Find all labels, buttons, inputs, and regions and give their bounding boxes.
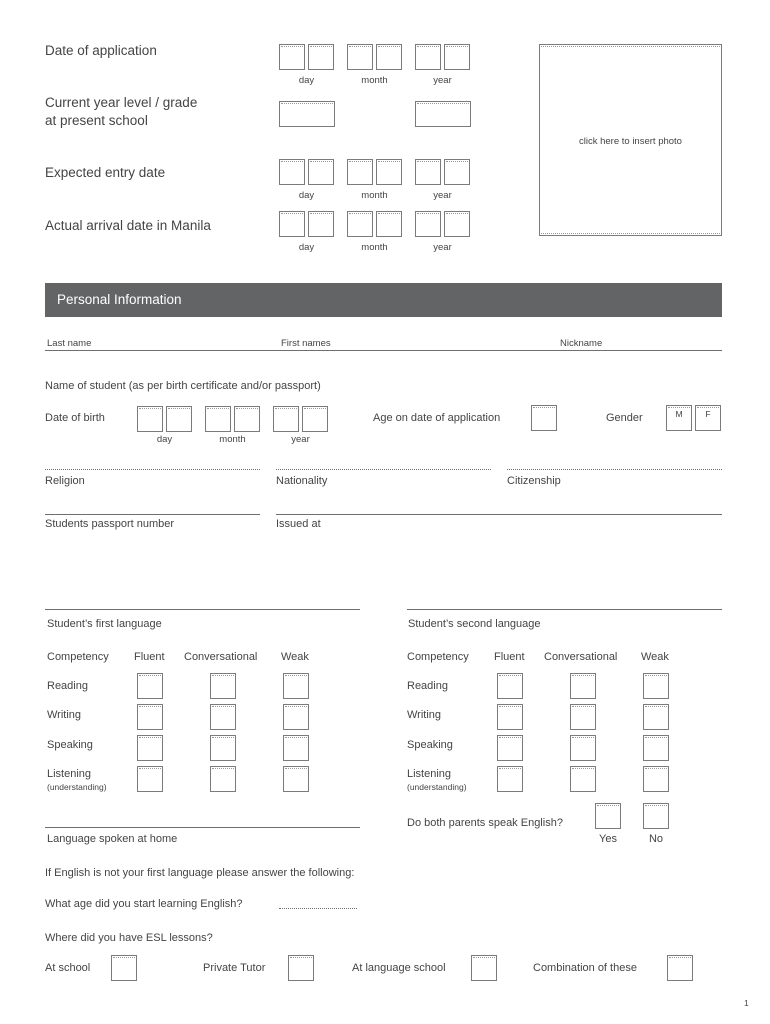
- first-listening-fluent-checkbox[interactable]: [137, 766, 163, 792]
- listening-label: Listening: [47, 768, 92, 780]
- listening-label: Listening: [407, 768, 452, 780]
- age-started-input-line[interactable]: [279, 908, 357, 909]
- photo-upload-box[interactable]: [539, 44, 722, 236]
- page-number: 1: [744, 998, 749, 1008]
- year-caption: year: [433, 190, 452, 201]
- passport-number-label: Students passport number: [45, 518, 175, 530]
- first-writing-fluent-checkbox[interactable]: [137, 704, 163, 730]
- day-caption: day: [298, 190, 315, 201]
- second-language-label: Student’s second language: [408, 618, 541, 630]
- current-year-level-field[interactable]: [279, 101, 335, 127]
- language-spoken-at-home-label: Language spoken at home: [47, 833, 178, 845]
- citizenship-label: Citizenship: [507, 475, 561, 487]
- second-listening-fluent-checkbox[interactable]: [497, 766, 523, 792]
- parents-speak-english-label: Do both parents speak English?: [407, 817, 563, 829]
- fluent-header: Fluent: [134, 651, 165, 663]
- second-reading-conversational-checkbox[interactable]: [570, 673, 596, 699]
- nickname-label: Nickname: [560, 338, 603, 349]
- no-label: No: [648, 833, 664, 845]
- listening-note: (understanding): [407, 782, 467, 792]
- expected-entry-date-label: Expected entry date: [45, 165, 166, 180]
- listening-note: (understanding): [47, 782, 107, 792]
- personal-information-header: [45, 283, 722, 317]
- passport-input-line[interactable]: [45, 514, 260, 515]
- combination-checkbox[interactable]: [667, 955, 693, 981]
- writing-label: Writing: [47, 709, 82, 721]
- age-started-english-label: What age did you start learning English?: [45, 898, 243, 910]
- combination-label: Combination of these: [533, 962, 637, 974]
- first-names-label: First names: [281, 338, 331, 349]
- actual-arrival-date-label: Actual arrival date in Manila: [45, 218, 211, 233]
- second-writing-conversational-checkbox[interactable]: [570, 704, 596, 730]
- first-writing-weak-checkbox[interactable]: [283, 704, 309, 730]
- year-caption: year: [291, 434, 310, 445]
- last-name-label: Last name: [47, 338, 92, 349]
- day-caption: day: [298, 75, 315, 86]
- second-language-input-line[interactable]: [407, 609, 722, 610]
- reading-label: Reading: [47, 680, 88, 692]
- at-school-checkbox[interactable]: [111, 955, 137, 981]
- yes-label: Yes: [599, 833, 617, 845]
- weak-header: Weak: [641, 651, 669, 663]
- second-writing-fluent-checkbox[interactable]: [497, 704, 523, 730]
- competency-header: Competency: [407, 651, 469, 663]
- second-speaking-conversational-checkbox[interactable]: [570, 735, 596, 761]
- name-input-line[interactable]: [45, 350, 722, 351]
- second-listening-conversational-checkbox[interactable]: [570, 766, 596, 792]
- current-year-level-label-2: at present school: [45, 113, 148, 128]
- second-writing-weak-checkbox[interactable]: [643, 704, 669, 730]
- english-not-first-label: If English is not your first language please answer the following:: [45, 867, 355, 879]
- year-caption: year: [433, 75, 452, 86]
- first-language-label: Student’s first language: [47, 618, 162, 630]
- gender-m-checkbox[interactable]: M: [666, 405, 692, 431]
- first-speaking-fluent-checkbox[interactable]: [137, 735, 163, 761]
- conversational-header: Conversational: [544, 651, 618, 663]
- section-title: Personal Information: [57, 292, 182, 307]
- second-speaking-weak-checkbox[interactable]: [643, 735, 669, 761]
- first-listening-conversational-checkbox[interactable]: [210, 766, 236, 792]
- day-caption: day: [298, 242, 315, 253]
- second-speaking-fluent-checkbox[interactable]: [497, 735, 523, 761]
- fluent-header: Fluent: [494, 651, 525, 663]
- competency-header: Competency: [47, 651, 109, 663]
- private-tutor-checkbox[interactable]: [288, 955, 314, 981]
- first-writing-conversational-checkbox[interactable]: [210, 704, 236, 730]
- first-reading-fluent-checkbox[interactable]: [137, 673, 163, 699]
- first-speaking-conversational-checkbox[interactable]: [210, 735, 236, 761]
- first-listening-weak-checkbox[interactable]: [283, 766, 309, 792]
- religion-label: Religion: [45, 475, 85, 487]
- at-school-label: At school: [45, 962, 91, 974]
- month-caption: month: [361, 190, 388, 201]
- month-caption: month: [361, 242, 388, 253]
- first-reading-weak-checkbox[interactable]: [283, 673, 309, 699]
- issued-at-label: Issued at: [276, 518, 321, 530]
- speaking-label: Speaking: [47, 739, 93, 751]
- first-language-input-line[interactable]: [45, 609, 360, 610]
- second-listening-weak-checkbox[interactable]: [643, 766, 669, 792]
- nationality-input-line[interactable]: [276, 469, 491, 470]
- age-field[interactable]: [531, 405, 557, 431]
- second-reading-fluent-checkbox[interactable]: [497, 673, 523, 699]
- day-caption: day: [156, 434, 173, 445]
- date-of-birth-label: Date of birth: [45, 412, 105, 424]
- citizenship-input-line[interactable]: [507, 469, 722, 470]
- current-grade-field[interactable]: [415, 101, 471, 127]
- writing-label: Writing: [407, 709, 442, 721]
- issued-at-input-line[interactable]: [276, 514, 722, 515]
- parents-english-no-checkbox[interactable]: [643, 803, 669, 829]
- private-tutor-label: Private Tutor: [203, 962, 266, 974]
- year-caption: year: [433, 242, 452, 253]
- conversational-header: Conversational: [184, 651, 258, 663]
- weak-header: Weak: [281, 651, 309, 663]
- at-language-school-label: At language school: [352, 962, 446, 974]
- age-on-application-label: Age on date of application: [373, 412, 501, 424]
- nationality-label: Nationality: [276, 475, 328, 487]
- home-language-input-line[interactable]: [45, 827, 360, 828]
- at-language-school-checkbox[interactable]: [471, 955, 497, 981]
- religion-input-line[interactable]: [45, 469, 260, 470]
- parents-english-yes-checkbox[interactable]: [595, 803, 621, 829]
- gender-f-checkbox[interactable]: F: [695, 405, 721, 431]
- speaking-label: Speaking: [407, 739, 453, 751]
- photo-upload-label: click here to insert photo: [579, 136, 682, 147]
- date-of-application-label: Date of application: [45, 43, 157, 58]
- current-year-level-label: Current year level / grade: [45, 95, 198, 110]
- gender-label: Gender: [606, 412, 643, 424]
- month-caption: month: [361, 75, 388, 86]
- name-of-student-label: Name of student (as per birth certificate and/or passport): [45, 380, 321, 392]
- first-speaking-weak-checkbox[interactable]: [283, 735, 309, 761]
- month-caption: month: [219, 434, 246, 445]
- first-reading-conversational-checkbox[interactable]: [210, 673, 236, 699]
- where-esl-lessons-label: Where did you have ESL lessons?: [45, 932, 213, 944]
- reading-label: Reading: [407, 680, 448, 692]
- second-reading-weak-checkbox[interactable]: [643, 673, 669, 699]
